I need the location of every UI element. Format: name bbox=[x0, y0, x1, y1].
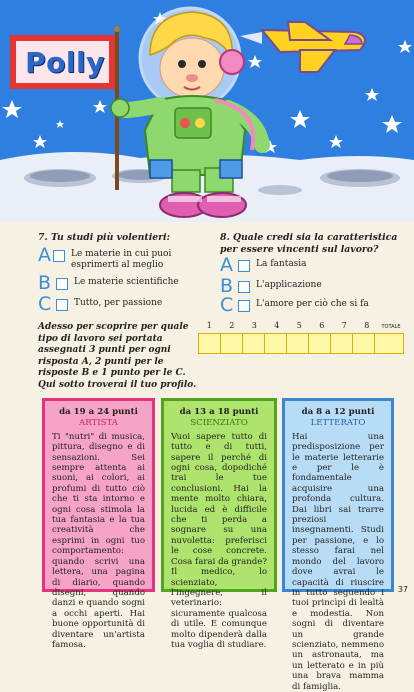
score-cell[interactable] bbox=[243, 334, 265, 353]
space-scene bbox=[0, 0, 414, 222]
profile-role: ARTISTA bbox=[78, 418, 118, 429]
score-column-number: 8 bbox=[364, 321, 370, 330]
score-total-label: TOTALE bbox=[381, 324, 401, 330]
profile-role: SCIENZIATO bbox=[190, 418, 248, 429]
option-text: Le materie in cui puoi esprimerti al meglio bbox=[71, 249, 172, 270]
score-column-number: 6 bbox=[319, 321, 325, 330]
option-letter: C bbox=[38, 293, 52, 315]
option-text: La fantasia bbox=[256, 259, 307, 269]
question-7-option-a[interactable] bbox=[38, 246, 218, 271]
score-column-number: 3 bbox=[251, 321, 257, 330]
score-column-number: 7 bbox=[341, 321, 347, 330]
score-cell[interactable] bbox=[287, 334, 309, 353]
score-column-number: 1 bbox=[206, 321, 212, 330]
page-number: 37 bbox=[397, 585, 408, 594]
option-letter: A bbox=[38, 244, 51, 266]
question-8-option-b[interactable] bbox=[220, 277, 400, 296]
score-cells bbox=[198, 333, 404, 354]
profile-description: Ti "nutri" di musica, pittura, disegno e di sensazioni. Sei sempre attenta ai suoni, ai colori, ai profumi di tutto ciò che ti sta intorno e ogni cosa stimola la tua fantasia e la tua creatività che esprimi in ogni tuo comportamento: quando scrivi una lettera, una pagina di diario, quando disegni, quando danzi e quando sogni a occhi aperti. Hai buone opportunità di diventare un'artista famosa. bbox=[52, 431, 145, 650]
option-letter: B bbox=[38, 272, 52, 294]
score-cell[interactable] bbox=[353, 334, 375, 353]
answer-checkbox[interactable] bbox=[238, 260, 250, 272]
profile-description: Vuoi sapere tutto di tutto e di tutti, sapere il perché di ogni cosa, dopodiché trai le tue conclusioni. Hai la mente molto chiara, lucida ed è difficile che ti perda a sognare su una nuvoletta: preferisci le cose concrete. Cosa farai da grande? Il medico, lo scienziato, l'ingegnere, il veterinario: sicuramente qualcosa di utile. E comunque molto dipenderà dalla tua voglia di studiare. bbox=[171, 431, 267, 650]
option-letter: A bbox=[220, 254, 233, 276]
answer-checkbox[interactable] bbox=[238, 300, 250, 312]
crater bbox=[258, 185, 302, 195]
profile-card-scienziato bbox=[161, 398, 277, 650]
answer-checkbox[interactable] bbox=[53, 250, 65, 262]
scoring-instructions: Adesso per scoprire per quale tipo di lavoro sei portata assegnati 3 punti per ogni risposta A, 2 punti per le risposte B e 1 punto per le C. Qui sotto troverai il tuo profilo. bbox=[38, 322, 197, 390]
option-text: Tutto, per passione bbox=[74, 298, 163, 308]
question-8-option-c[interactable] bbox=[220, 296, 400, 315]
answer-checkbox[interactable] bbox=[238, 281, 250, 293]
score-column-number: 2 bbox=[229, 321, 235, 330]
option-text: L'amore per ciò che si fa bbox=[256, 299, 369, 309]
score-cell[interactable] bbox=[199, 334, 221, 353]
profile-range: da 8 a 12 punti bbox=[301, 407, 375, 417]
score-cell[interactable] bbox=[265, 334, 287, 353]
answer-checkbox[interactable] bbox=[56, 278, 68, 290]
profile-card-letterato bbox=[282, 398, 394, 692]
question-7-title: 7. Tu studi più volentieri: bbox=[38, 232, 170, 243]
score-cell[interactable] bbox=[221, 334, 243, 353]
question-7-option-b[interactable] bbox=[38, 274, 218, 293]
score-column-number: 5 bbox=[296, 321, 302, 330]
flag-title: Polly bbox=[25, 45, 105, 79]
question-7-option-c[interactable] bbox=[38, 295, 218, 314]
option-letter: C bbox=[220, 294, 234, 316]
option-text: L'applicazione bbox=[256, 280, 322, 290]
profile-description: Hai una predisposizione per le materie letterarie e per le è fondamentale acquisire una profonda cultura. Dai libri sai trarre preziosi insegnamenti. Studi per passione, e lo stesso farai nel mondo del lavoro dove avrai le capacità di riuscire in tutto seguendo i tuoi princìpi di lealtà e modestia. Non sogni di diventare un grande scienziato, nemmeno un astronauta, ma un letterato e in più una brava mamma di famiglia. bbox=[292, 431, 384, 692]
score-table bbox=[198, 321, 404, 354]
question-8-option-a[interactable] bbox=[220, 256, 400, 275]
option-letter: B bbox=[220, 275, 234, 297]
hero-illustration bbox=[0, 0, 414, 222]
score-table-header bbox=[198, 321, 404, 333]
profile-role: LETTERATO bbox=[310, 418, 366, 429]
score-total-cell[interactable] bbox=[375, 334, 401, 353]
score-column-number: 4 bbox=[274, 321, 280, 330]
option-text: Le materie scientifiche bbox=[74, 277, 179, 287]
score-cell[interactable] bbox=[331, 334, 353, 353]
profile-range: da 13 a 18 punti bbox=[179, 407, 259, 417]
question-8-title: 8. Quale credi sia la caratteristica per essere vincenti sul lavoro? bbox=[220, 232, 398, 255]
profile-card-artista bbox=[42, 398, 155, 650]
answer-checkbox[interactable] bbox=[56, 299, 68, 311]
score-cell[interactable] bbox=[309, 334, 331, 353]
profile-range: da 19 a 24 punti bbox=[59, 407, 138, 417]
